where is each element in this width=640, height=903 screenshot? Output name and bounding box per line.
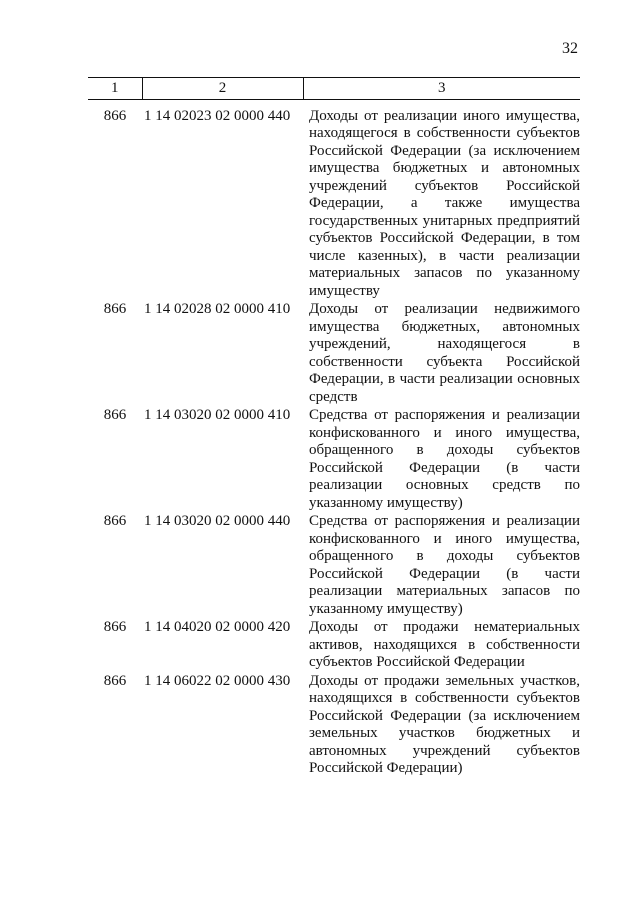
agency-code-cell: 866 [103,619,127,635]
revenue-code-cell: 1 14 04020 02 0000 420 [144,619,291,635]
table-row [88,513,580,619]
revenue-codes-table [88,77,580,779]
page-number: 32 [562,40,578,57]
description-cell: Доходы от продажи земельных участков, находящихся в собственности субъектов Российской Федерации (за исключением земельных участков бюджетных и автономных учреждений субъектов Российской Федерации) [309,672,580,776]
table-row [88,619,580,673]
description-cell: Доходы от реализации иного имущества, находящегося в собственности субъектов Российской Федерации (за исключением имущества бюджетных и автономных учреждений субъектов Российской Федерации, а также имущества государственных унитарных предприятий субъектов Российской Федерации, в том числе казенных), в части реализации материальных запасов по указанному имуществу [309,107,580,299]
revenue-code-cell: 1 14 03020 02 0000 410 [144,407,291,423]
agency-code-cell: 866 [103,107,127,124]
table-row [88,407,580,513]
table-row [88,673,580,779]
table-row [88,108,580,302]
agency-code-cell: 866 [103,407,127,423]
revenue-code-cell: 1 14 02023 02 0000 440 [144,107,291,124]
agency-code-cell: 866 [103,513,127,529]
column-header-3: 3 [303,78,580,100]
description-cell: Средства от распоряжения и реализации конфискованного и иного имущества, обращенного в доходы субъектов Российской Федерации (в части реализации основных средств по указанному имуществу) [309,407,580,511]
revenue-code-cell: 1 14 06022 02 0000 430 [144,672,291,689]
revenue-code-cell: 1 14 03020 02 0000 440 [144,513,291,529]
table-row [88,301,580,407]
column-header-2: 2 [142,78,303,100]
revenue-code-cell: 1 14 02028 02 0000 410 [144,301,291,317]
description-cell: Доходы от реализации недвижимого имущества бюджетных, автономных учреждений, находящегося в собственности субъекта Российской Федерации, в части реализации основных средств [309,301,580,405]
agency-code-cell: 866 [103,301,127,317]
table-header-row [88,78,580,100]
column-header-1: 1 [88,78,142,100]
description-cell: Средства от распоряжения и реализации конфискованного и иного имущества, обращенного в доходы субъектов Российской Федерации (в части реализации материальных запасов по указанному имуществу) [309,513,580,617]
agency-code-cell: 866 [103,672,127,689]
description-cell: Доходы от продажи нематериальных активов, находящихся в собственности субъектов Российской Федерации [309,619,580,670]
